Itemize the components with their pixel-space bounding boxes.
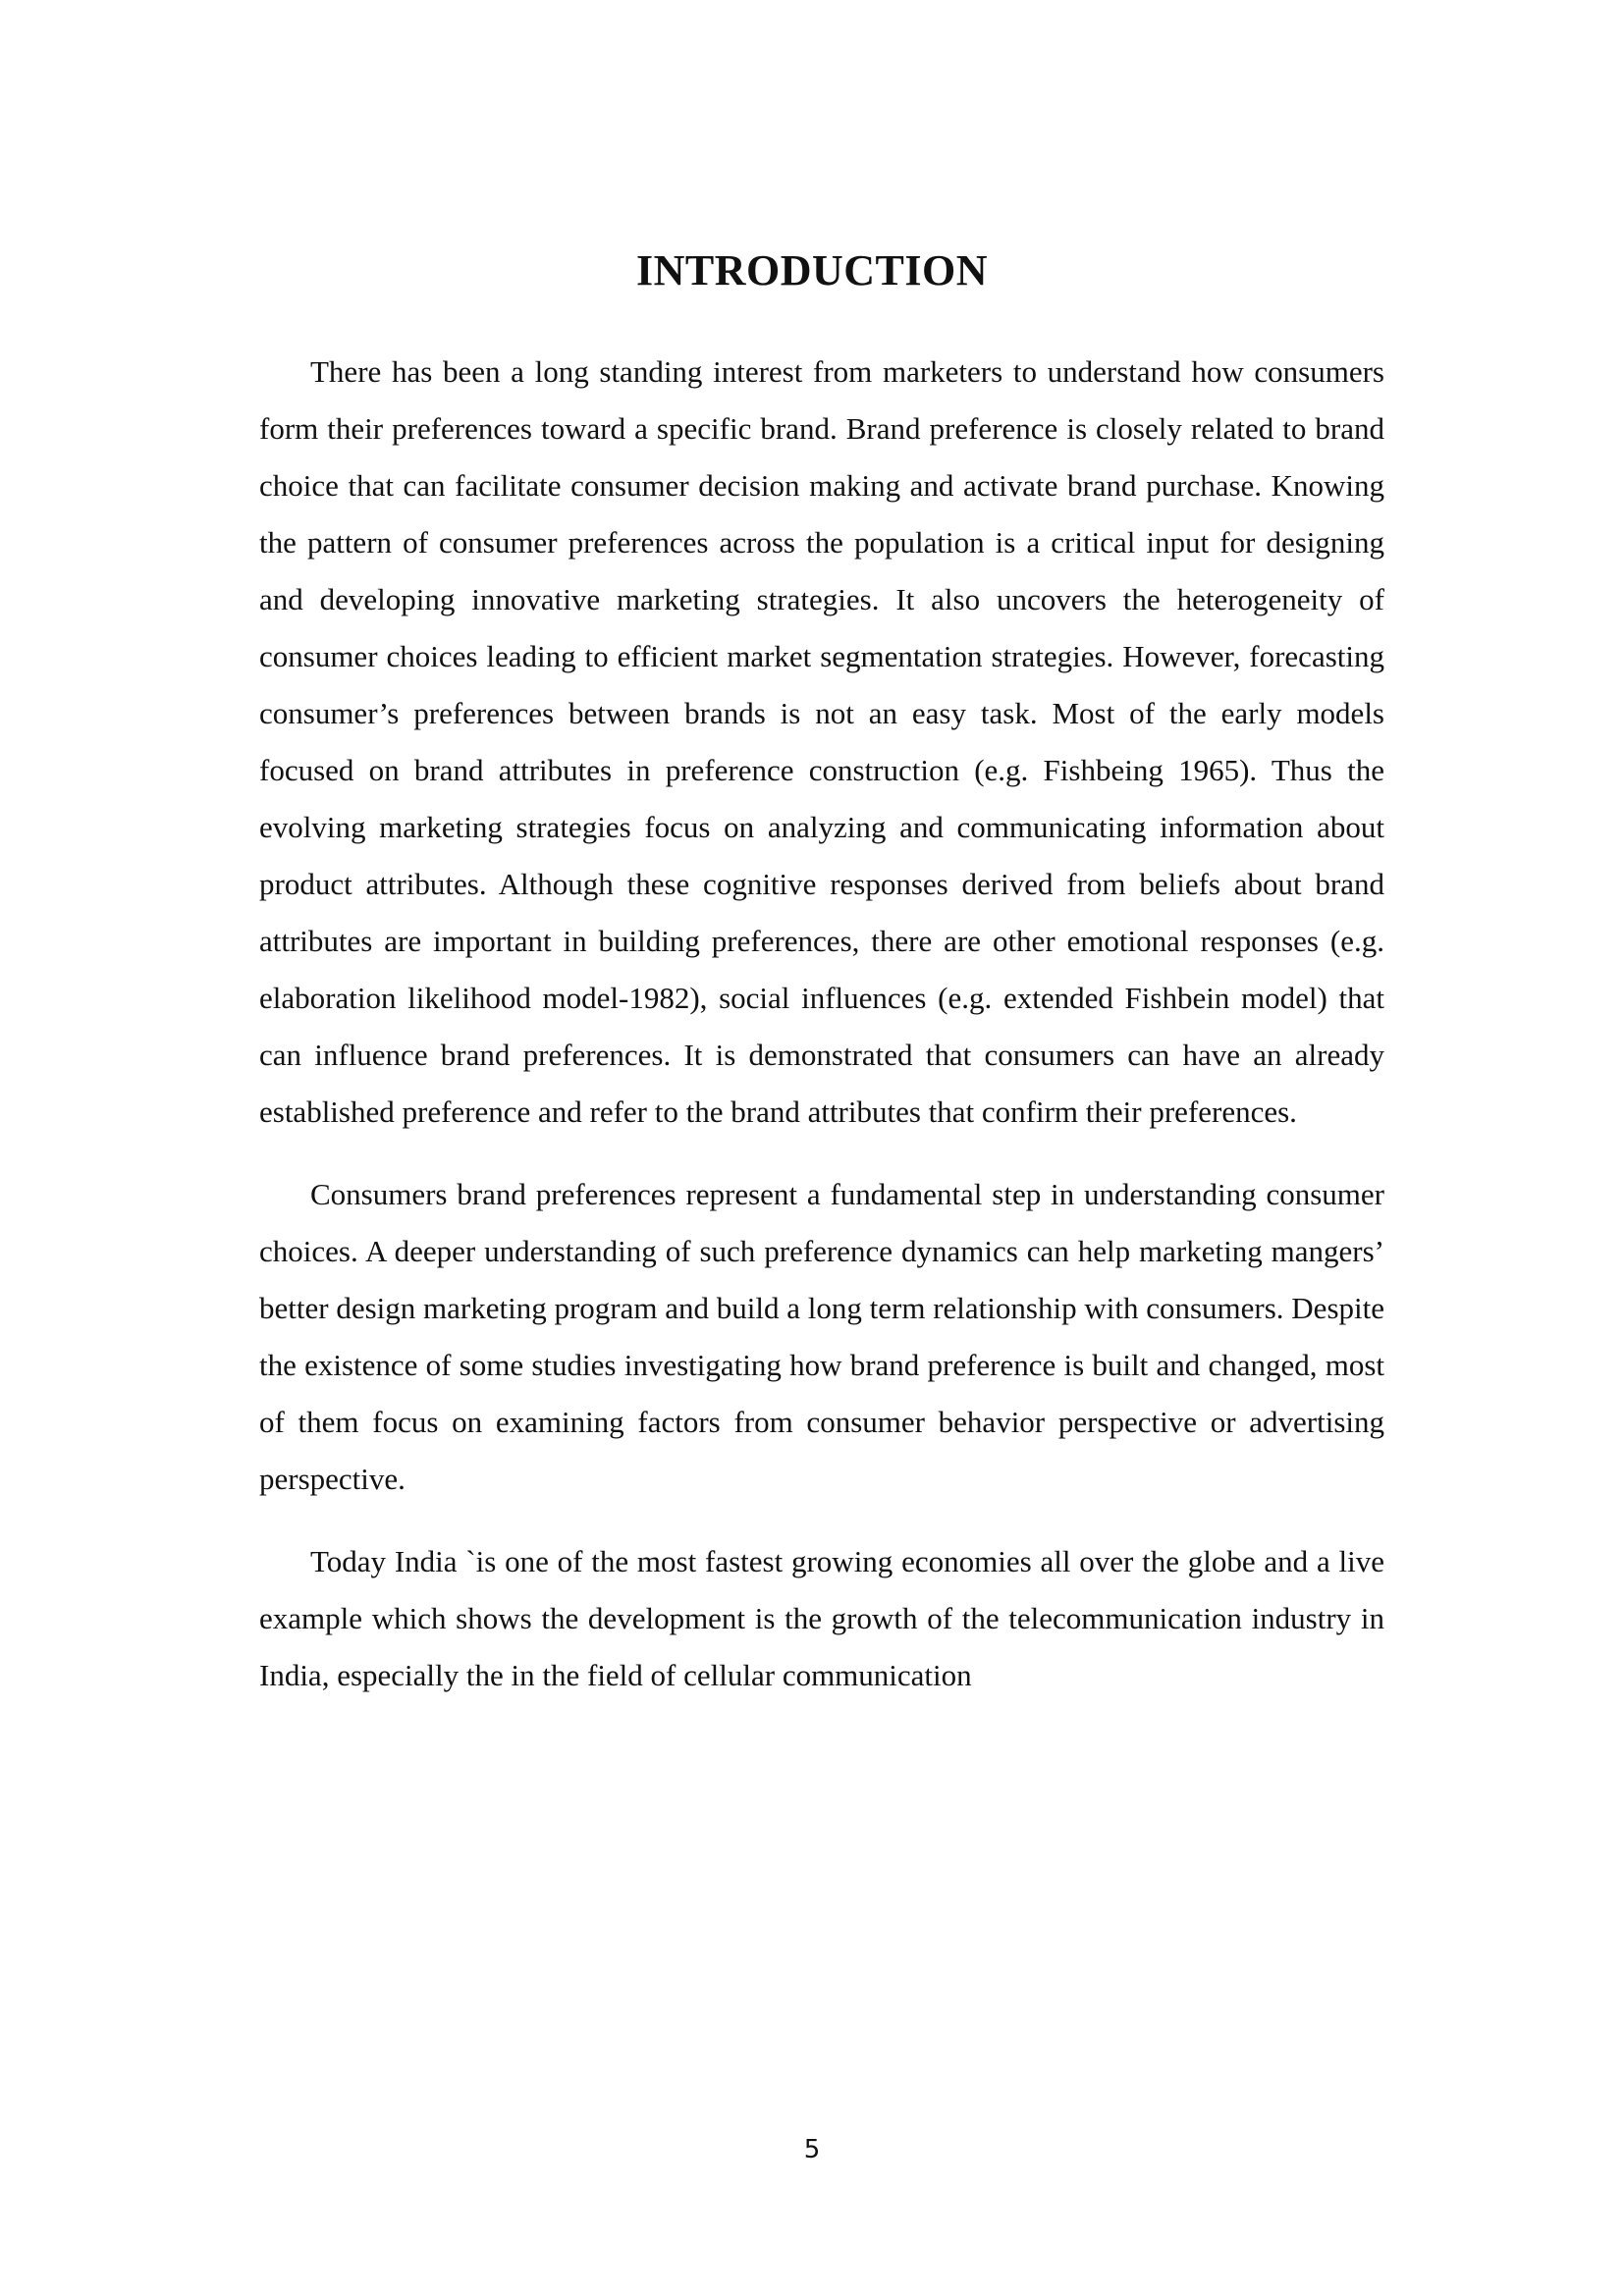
page-number: 5 — [803, 2135, 821, 2164]
body-text — [259, 344, 1384, 1730]
paragraph-3: Today India `is one of the most fastest growing economies all over the globe and a live example which shows the development is the growth of the telecommunication industry in India, especially the in the field of cellular communication — [259, 1544, 1384, 1692]
paragraph-2: Consumers brand preferences represent a fundamental step in understanding consumer choices. A deeper understanding of such preference dynamics can help marketing mangers’ better design marketing program and build a long term relationship with consumers. Despite the existence of some studies investigating how brand preference is built and changed, most of them focus on examining factors from consumer behavior perspective or advertising perspective. — [259, 1177, 1384, 1496]
paragraph-1: There has been a long standing interest from marketers to understand how consumers form their preferences toward a specific brand. Brand preference is closely related to brand choice that can facilitate consumer decision making and activate brand purchase. Knowing the pattern of consumer preferences across the population is a critical input for designing and developing innovative marketing strategies. It also uncovers the heterogeneity of consumer choices leading to efficient market segmentation strategies. However, forecasting consumer’s preferences between brands is not an easy task. Most of the early models focused on brand attributes in preference construction (e.g. Fishbeing 1965). Thus the evolving marketing strategies focus on analyzing and communicating information about product attributes. Although these cognitive responses derived from beliefs about brand attributes are important in building preferences, there are other emotional responses (e.g. elaboration likelihood model-1982), social influences (e.g. extended Fishbein model) that can influence brand preferences. It is demonstrated that consumers can have an already established preference and refer to the brand attributes that confirm their preferences. — [259, 354, 1384, 1129]
page-title: INTRODUCTION — [635, 246, 989, 294]
